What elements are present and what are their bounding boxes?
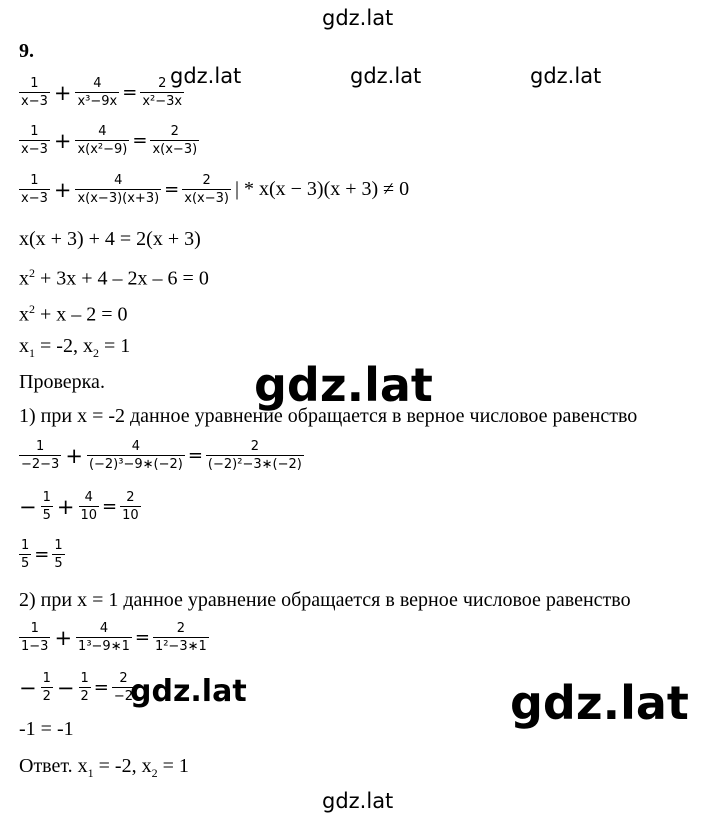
check-2-equation-c: -1 = -1 <box>19 718 74 740</box>
problem-number: 9. <box>19 40 34 62</box>
watermark-bottom-small: gdz.lat <box>130 674 247 709</box>
watermark-center: gdz.lat <box>254 358 433 412</box>
line-5: $x^2 + 3x + 4 - 2x - 6 = 0$ <box>19 266 209 290</box>
fraction: $\frac{2}{\text{(−2)²−3∗(−2)}}$ <box>207 439 302 472</box>
fraction: $\frac{1}{x-3}$ <box>21 173 48 206</box>
fraction: $\frac{4}{10}$ <box>80 490 98 523</box>
fraction: $\frac{1}{1-3}$ <box>21 621 49 654</box>
equation-2: $\frac{1}{x-3}$ + $\frac{4}{\text{x(x²−9)}}$ = $\frac{2}{x(x-3)}$ <box>21 124 198 157</box>
watermark-bottom: gdz.lat <box>322 789 394 813</box>
fraction: $\frac{1}{x-3}$ <box>21 124 48 157</box>
watermark-row1-c: gdz.lat <box>530 64 602 88</box>
line-7: $x_1 = -2$, $x_2 = 1$ <box>19 335 131 360</box>
line-6: $x^2 + x - 2 = 0$ <box>19 302 128 326</box>
answer: Ответ. $x_1 = -2$, $x_2 = 1$ <box>19 755 189 780</box>
fraction: $\frac{4}{\text{(−2)³−9∗(−2)}}$ <box>88 439 183 472</box>
fraction: $\frac{1}{5}$ <box>42 490 51 523</box>
equation-3: $\frac{1}{x-3}$ + $\frac{4}{x(x-3)(x+3)}$ = $\frac{2}{x(x-3)}$ | * x(x − 3)(x + 3) ≠ 0 <box>21 173 410 206</box>
fraction: $\frac{4}{\text{x³−9x}}$ <box>77 76 118 109</box>
fraction: $\frac{1}{5}$ <box>21 538 30 571</box>
fraction: $\frac{2}{x(x-3)}$ <box>184 173 229 206</box>
equation-3-tail: | * x(x − 3)(x + 3) ≠ 0 <box>234 178 410 200</box>
watermark-top: gdz.lat <box>322 6 394 30</box>
fraction: $\frac{4}{\text{1³−9∗1}}$ <box>78 621 130 654</box>
check-2-text: 2) при x = 1 данное уравнение обращается в верное числовое равенство <box>19 589 631 611</box>
fraction: $\frac{1}{2}$ <box>80 671 89 704</box>
fraction: $\frac{2}{10}$ <box>122 490 139 523</box>
fraction: $\frac{2}{\text{x²−3x}}$ <box>142 76 183 109</box>
check-1-text: 1) при x = -2 данное уравнение обращается в верное числовое равенство <box>19 405 638 427</box>
watermark-row1-a: gdz.lat <box>170 64 242 88</box>
fraction: $\frac{2}{-2}$ <box>113 671 134 704</box>
watermark-row1-b: gdz.lat <box>350 64 422 88</box>
fraction: $\frac{4}{\text{x(x²−9)}}$ <box>77 124 128 157</box>
fraction: $\frac{1}{-2-3}$ <box>21 439 60 472</box>
fraction: $\frac{2}{\text{1²−3∗1}}$ <box>154 621 207 654</box>
check-1-equation-c: $\frac{1}{5}$ = $\frac{1}{5}$ <box>21 538 63 571</box>
check-2-equation-b: − $\frac{1}{2}$ − $\frac{1}{2}$ = $\frac{2}{-2}$ <box>19 671 134 704</box>
fraction: $\frac{4}{x(x-3)(x+3)}$ <box>77 173 160 206</box>
line-4: x(x + 3) + 4 = 2(x + 3) <box>19 228 201 250</box>
fraction: $\frac{1}{2}$ <box>42 671 51 704</box>
check-label: Проверка. <box>19 371 105 393</box>
check-1-equation-a: $\frac{1}{-2-3}$ + $\frac{4}{\text{(−2)³−9∗(−2)}}$ = $\frac{2}{\text{(−2)²−3∗(−2)}}$ <box>21 439 302 472</box>
fraction: $\frac{1}{x-3}$ <box>21 76 48 109</box>
equation-1: $\frac{1}{x-3}$ + $\frac{4}{\text{x³−9x}}$ = $\frac{2}{\text{x²−3x}}$ <box>21 76 183 109</box>
fraction: $\frac{2}{x(x-3)}$ <box>152 124 198 157</box>
fraction: $\frac{1}{5}$ <box>54 538 63 571</box>
watermark-bottom-right: gdz.lat <box>510 676 689 730</box>
check-2-equation-a: $\frac{1}{1-3}$ + $\frac{4}{\text{1³−9∗1}}$ = $\frac{2}{\text{1²−3∗1}}$ <box>21 621 207 654</box>
check-1-equation-b: − $\frac{1}{5}$ + $\frac{4}{10}$ = $\frac{2}{10}$ <box>19 490 139 523</box>
